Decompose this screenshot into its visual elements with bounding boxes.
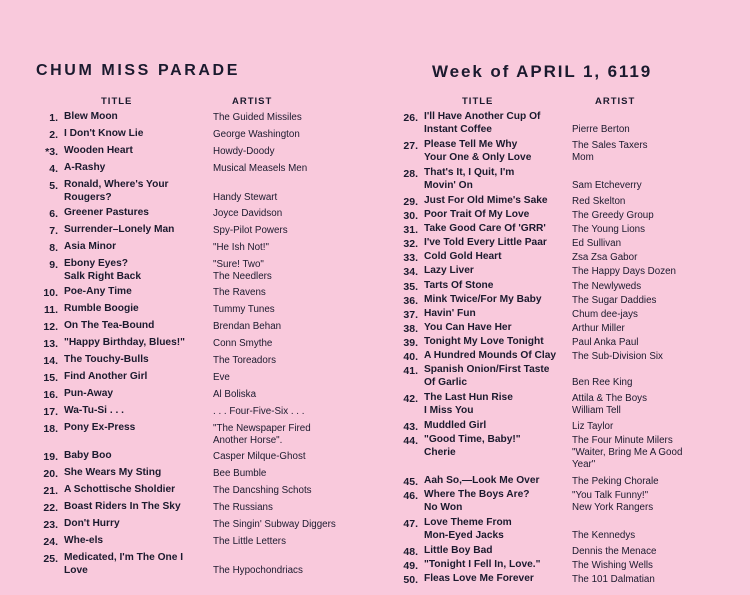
entry-artist: Paul Anka Paul	[572, 337, 639, 348]
entry-artist: Al Boliska	[213, 389, 257, 400]
chart-entry	[394, 516, 744, 544]
entry-title: "Happy Birthday, Blues!"	[64, 337, 185, 348]
entry-title: You Can Have Her	[424, 322, 512, 333]
entry-artist: Red Skelton	[572, 196, 626, 207]
entry-artist: Liz Taylor	[572, 421, 614, 432]
chart-entry	[394, 208, 744, 222]
entry-title: "Good Time, Baby!" Cherie	[424, 434, 521, 458]
entry-title: Wooden Heart	[64, 145, 133, 156]
entry-artist: Howdy-Doody	[213, 146, 275, 157]
entry-title: "Tonight I Fell In, Love."	[424, 559, 541, 570]
entry-title: A Hundred Mounds Of Clay	[424, 350, 557, 361]
entry-rank: 38.	[403, 323, 418, 335]
chart-entry	[32, 257, 362, 285]
entry-artist: "He Ish Not!"	[213, 242, 269, 253]
entry-rank: 8.	[49, 242, 58, 254]
chart-entry	[394, 236, 744, 250]
chart-entry	[32, 449, 362, 466]
entry-artist: The Wishing Wells	[572, 560, 653, 571]
entry-artist: The Greedy Group	[572, 210, 654, 221]
entry-artist: The Kennedys	[572, 530, 636, 541]
chart-entry	[394, 335, 744, 349]
entry-artist: Joyce Davidson	[213, 208, 283, 219]
entry-rank: 42.	[403, 393, 418, 405]
entry-rank: 33.	[403, 252, 418, 264]
entry-rank: 14.	[43, 355, 58, 367]
entry-title: Where The Boys Are? No Won	[424, 489, 530, 513]
entry-rank: 16.	[43, 389, 58, 401]
chart-entry	[394, 293, 744, 307]
entry-rank: 27.	[403, 140, 418, 152]
chart-entry	[394, 194, 744, 208]
entry-title: Pun-Away	[64, 388, 114, 399]
entry-artist: The Ravens	[213, 287, 266, 298]
entry-rank: 25.	[43, 553, 58, 565]
entry-rank: 21.	[43, 485, 58, 497]
entry-artist: Conn Smythe	[213, 338, 273, 349]
entry-title: Aah So,—Look Me Over	[424, 475, 540, 486]
entry-title: Little Boy Bad	[424, 545, 493, 556]
entry-rank: 37.	[403, 309, 418, 321]
entry-rank: 32.	[403, 238, 418, 250]
entry-title: Take Good Care Of 'GRR'	[424, 223, 546, 234]
entry-artist: . . . Four-Five-Six . . .	[213, 406, 305, 417]
entry-artist: Bee Bumble	[213, 468, 267, 479]
entry-artist: The Four Minute Milers "Waiter, Bring Me A Good Year"	[572, 435, 683, 470]
entry-artist: The Peking Chorale	[572, 476, 659, 487]
entry-artist: The Newlyweds	[572, 281, 642, 292]
page-title: CHUM MISS PARADE	[36, 62, 240, 79]
chart-entry	[32, 483, 362, 500]
chart-entry	[32, 223, 362, 240]
entry-title: I Don't Know Lie	[64, 128, 144, 139]
entry-title: I'll Have Another Cup Of Instant Coffee	[424, 111, 541, 135]
entry-artist: George Washington	[213, 129, 300, 140]
chart-entry	[394, 544, 744, 558]
entry-rank: 49.	[403, 560, 418, 572]
entry-rank: 40.	[403, 351, 418, 363]
chart-entry	[394, 110, 744, 138]
entry-rank: 43.	[403, 421, 418, 433]
chart-entry	[394, 321, 744, 335]
entry-artist: The Russians	[213, 502, 273, 513]
chart-entry	[394, 419, 744, 433]
chart-entry	[394, 264, 744, 279]
chart-entry	[394, 349, 744, 363]
entry-title: Love Theme From Mon-Eyed Jacks	[424, 517, 512, 541]
entry-rank: 18.	[43, 423, 58, 435]
entry-title: Mink Twice/For My Baby	[424, 294, 542, 305]
entry-rank: 36.	[403, 295, 418, 307]
entry-title: Asia Minor	[64, 241, 117, 252]
entry-artist: The Guided Missiles	[213, 112, 302, 123]
entry-rank: 28.	[403, 168, 418, 180]
chart-entry	[32, 127, 362, 144]
entry-title: Don't Hurry	[64, 518, 120, 529]
chart-list-left	[32, 110, 362, 579]
artist-column-header-right: ARTIST	[595, 96, 636, 107]
chart-entry	[32, 387, 362, 404]
chart-entry	[394, 166, 744, 194]
entry-rank: 30.	[403, 210, 418, 222]
entry-rank: 31.	[403, 224, 418, 236]
chart-entry	[32, 161, 362, 178]
entry-rank: 6.	[49, 208, 58, 220]
entry-title: I've Told Every Little Paar	[424, 237, 547, 248]
chart-entry	[32, 517, 362, 534]
entry-title: Tarts Of Stone	[424, 280, 494, 291]
entry-rank: 39.	[403, 337, 418, 349]
entry-artist: Casper Milque-Ghost	[213, 451, 306, 462]
entry-title: Lazy Liver	[424, 265, 474, 276]
entry-title: Blew Moon	[64, 111, 118, 122]
entry-rank: 20.	[43, 468, 58, 480]
entry-title: Poe-Any Time	[64, 286, 132, 297]
entry-rank: 9.	[49, 259, 58, 271]
entry-rank: 50.	[403, 574, 418, 586]
entry-rank: 2.	[49, 129, 58, 141]
chart-entry	[394, 138, 744, 166]
entry-rank: 41.	[403, 365, 418, 377]
entry-title: Wa-Tu-Si . . .	[64, 405, 124, 416]
entry-artist: The Young Lions	[572, 224, 645, 235]
entry-title: Poor Trait Of My Love	[424, 209, 530, 220]
chart-entry	[394, 572, 744, 586]
chart-entry	[32, 466, 362, 483]
entry-artist: Ben Ree King	[572, 377, 633, 388]
chart-entry	[32, 370, 362, 387]
entry-title: A Schottische Sholdier	[64, 484, 176, 495]
entry-title: Pony Ex-Press	[64, 422, 136, 433]
entry-title: Ronald, Where's Your Rougers?	[64, 179, 169, 203]
chart-entry	[32, 178, 362, 206]
entry-rank: 34.	[403, 266, 418, 278]
entry-rank: 22.	[43, 502, 58, 514]
entry-artist: The Hypochondriacs	[213, 565, 303, 576]
chart-entry	[394, 222, 744, 236]
entry-rank: 1.	[49, 112, 58, 124]
entry-artist: Sam Etcheverry	[572, 180, 642, 191]
entry-rank: 10.	[43, 287, 58, 299]
entry-rank: 29.	[403, 196, 418, 208]
chart-entry	[32, 336, 362, 353]
entry-title: Find Another Girl	[64, 371, 148, 382]
chart-entry	[32, 144, 362, 161]
entry-artist: Zsa Zsa Gabor	[572, 252, 638, 263]
entry-title: Medicated, I'm The One I Love	[64, 552, 184, 576]
entry-artist: The Sales Taxers Mom	[572, 140, 648, 163]
entry-artist: Chum dee-jays	[572, 309, 638, 320]
entry-rank: 5.	[49, 180, 58, 192]
entry-artist: Musical Measels Men	[213, 163, 308, 174]
entry-title: Muddled Girl	[424, 420, 487, 431]
chart-entry	[32, 421, 362, 449]
entry-artist: Eve	[213, 372, 230, 383]
entry-title: She Wears My Sting	[64, 467, 162, 478]
entry-rank: 47.	[403, 518, 418, 530]
chart-entry	[394, 488, 744, 516]
chart-entry	[394, 391, 744, 419]
entry-title: Spanish Onion/First Taste Of Garlic	[424, 364, 550, 388]
chart-entry	[394, 558, 744, 572]
chart-entry	[32, 302, 362, 319]
entry-artist: "You Talk Funny!" New York Rangers	[572, 490, 654, 513]
artist-column-header-left: ARTIST	[232, 96, 273, 107]
entry-title: On The Tea-Bound	[64, 320, 155, 331]
chart-entry	[32, 319, 362, 336]
entry-title: Fleas Love Me Forever	[424, 573, 534, 584]
chart-entry	[32, 500, 362, 517]
entry-rank: 11.	[43, 304, 58, 316]
chart-entry	[394, 474, 744, 488]
entry-artist: Pierre Berton	[572, 124, 630, 135]
entry-rank: 13.	[43, 338, 58, 350]
chart-entry	[32, 353, 362, 370]
chart-entry	[394, 250, 744, 264]
entry-artist: Attila & The Boys William Tell	[572, 393, 647, 416]
entry-title: Havin' Fun	[424, 308, 476, 319]
entry-title: The Touchy-Bulls	[64, 354, 149, 365]
title-column-header-right: TITLE	[462, 96, 494, 107]
entry-rank: 45.	[403, 476, 418, 488]
chart-entry	[394, 279, 744, 293]
entry-title: Please Tell Me Why Your One & Only Love	[424, 139, 532, 163]
entry-title: Surrender–Lonely Man	[64, 224, 175, 235]
entry-rank: 7.	[49, 225, 58, 237]
entry-title: Ebony Eyes? Salk Right Back	[64, 258, 141, 282]
entry-rank: 19.	[43, 451, 58, 463]
chart-list-right	[394, 110, 744, 586]
entry-artist: The 101 Dalmatian	[572, 574, 655, 585]
entry-rank: *3.	[45, 146, 58, 158]
entry-title: Whe-els	[64, 535, 104, 546]
chart-entry	[32, 404, 362, 421]
entry-title: Greener Pastures	[64, 207, 149, 218]
entry-artist: Brendan Behan	[213, 321, 282, 332]
entry-title: Cold Gold Heart	[424, 251, 502, 262]
entry-artist: Spy-Pilot Powers	[213, 225, 288, 236]
entry-title: Rumble Boogie	[64, 303, 139, 314]
chart-entry	[32, 110, 362, 127]
entry-artist: Tummy Tunes	[213, 304, 275, 315]
entry-rank: 26.	[403, 112, 418, 124]
entry-artist: The Singin' Subway Diggers	[213, 519, 336, 530]
entry-artist: The Sugar Daddies	[572, 295, 657, 306]
entry-rank: 48.	[403, 546, 418, 558]
entry-title: Tonight My Love Tonight	[424, 336, 544, 347]
entry-rank: 17.	[43, 406, 58, 418]
entry-rank: 23.	[43, 519, 58, 531]
chart-entry	[394, 363, 744, 391]
chart-entry	[394, 433, 744, 474]
chart-entry	[394, 307, 744, 321]
entry-rank: 46.	[403, 490, 418, 502]
entry-artist: Dennis the Menace	[572, 546, 657, 557]
entry-artist: The Dancshing Schots	[213, 485, 312, 496]
entry-artist: Ed Sullivan	[572, 238, 622, 249]
chart-entry	[32, 551, 362, 579]
entry-title: The Last Hun Rise I Miss You	[424, 392, 513, 416]
chart-entry	[32, 285, 362, 302]
entry-title: Boast Riders In The Sky	[64, 501, 181, 512]
entry-title: Baby Boo	[64, 450, 112, 461]
entry-artist: Handy Stewart	[213, 192, 278, 203]
entry-rank: 44.	[403, 435, 418, 447]
week-date: Week of APRIL 1, 6119	[432, 62, 653, 81]
entry-rank: 4.	[49, 163, 58, 175]
entry-artist: The Little Letters	[213, 536, 286, 547]
entry-rank: 15.	[43, 372, 58, 384]
entry-artist: "Sure! Two" The Needlers	[213, 259, 272, 282]
entry-artist: Arthur Miller	[572, 323, 625, 334]
title-column-header-left: TITLE	[101, 96, 133, 107]
entry-title: That's It, I Quit, I'm Movin' On	[424, 167, 515, 191]
entry-title: A-Rashy	[64, 162, 106, 173]
entry-artist: The Happy Days Dozen	[572, 266, 677, 277]
entry-artist: "The Newspaper Fired Another Horse".	[213, 423, 311, 446]
chart-entry	[32, 240, 362, 257]
chart-entry	[32, 534, 362, 551]
entry-rank: 35.	[403, 281, 418, 293]
entry-rank: 12.	[43, 321, 58, 333]
entry-artist: The Toreadors	[213, 355, 276, 366]
chart-entry	[32, 206, 362, 223]
entry-rank: 24.	[43, 536, 58, 548]
entry-title: Just For Old Mime's Sake	[424, 195, 548, 206]
entry-artist: The Sub-Division Six	[572, 351, 663, 362]
